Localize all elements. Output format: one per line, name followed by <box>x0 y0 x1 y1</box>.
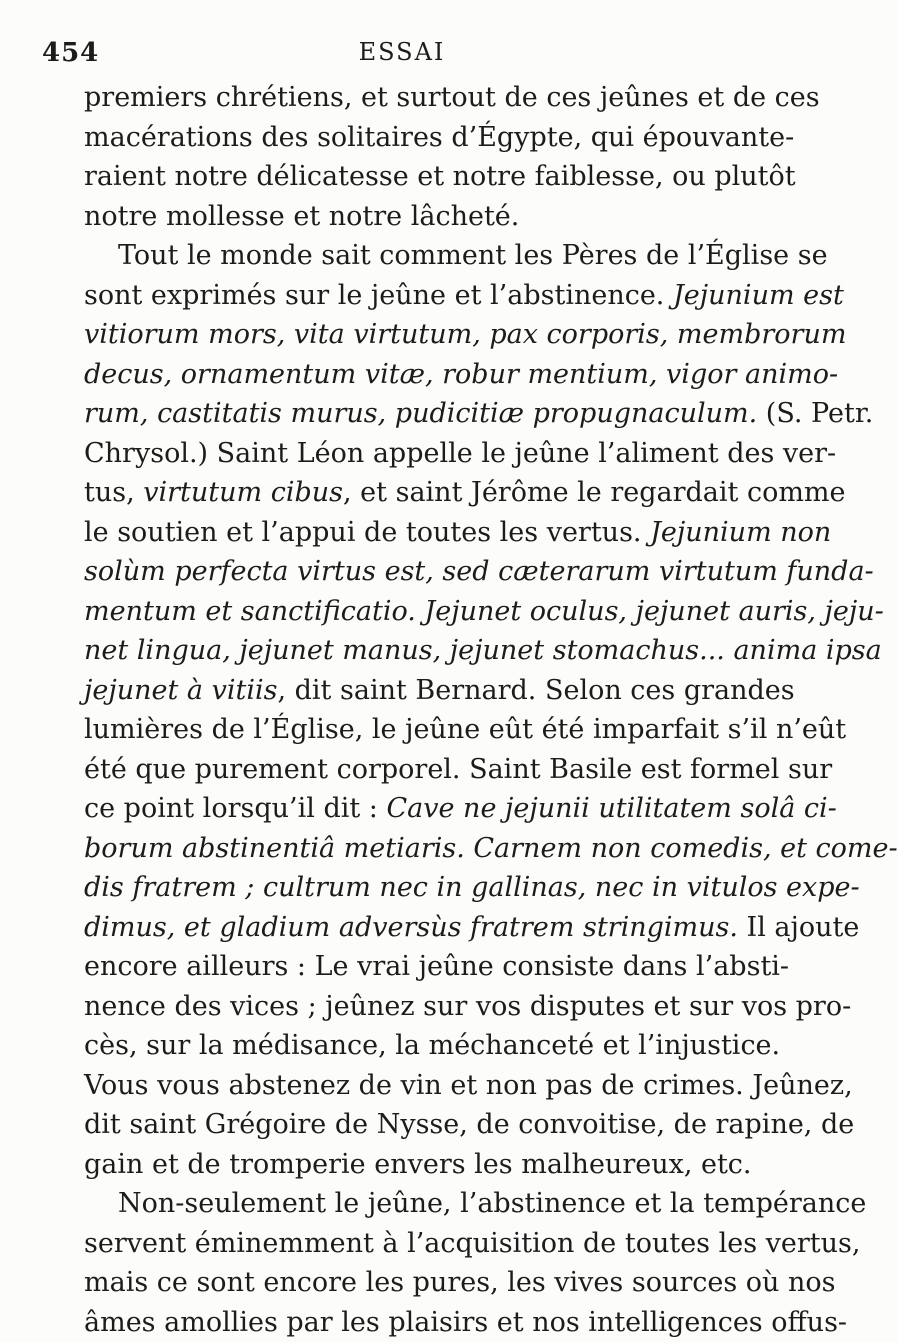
text-line <box>84 276 764 316</box>
text-line <box>84 473 764 513</box>
latin-quote: jejunet à vitiis <box>84 675 277 706</box>
text-line <box>84 157 764 197</box>
text-segment: Tout le monde sait comment les Pères de l’Église se <box>118 240 828 271</box>
latin-quote: solùm perfecta virtus est, sed cæterarum virtutum funda- <box>84 556 874 587</box>
text-line <box>84 394 764 434</box>
text-segment: Non-seulement le jeûne, l’abstinence et la tempérance <box>118 1188 866 1219</box>
text-segment: Chrysol.) Saint Léon appelle le jeûne l’aliment des ver- <box>84 438 836 469</box>
text-segment: , dit saint Bernard. Selon ces grandes <box>277 675 794 706</box>
latin-quote: Jejunium non <box>650 517 831 548</box>
text-segment: été que purement corporel. Saint Basile est formel sur <box>84 754 832 785</box>
text-line <box>84 1263 764 1303</box>
text-segment: notre mollesse et notre lâcheté. <box>84 201 519 232</box>
text-segment: lumières de l’Église, le jeûne eût été imparfait s’il n’eût <box>84 714 846 745</box>
latin-quote: Jejunium est <box>673 280 844 311</box>
latin-quote: vitiorum mors, vita virtutum, pax corporis, membrorum <box>84 319 846 350</box>
latin-quote: borum abstinentiâ metiaris. Carnem non comedis, et come- <box>84 833 898 864</box>
text-segment: servent éminemment à l’acquisition de toutes les vertus, <box>84 1228 861 1259</box>
text-segment: premiers chrétiens, et surtout de ces jeûnes et de ces <box>84 82 820 113</box>
text-segment: dit saint Grégoire de Nysse, de convoitise, de rapine, de <box>84 1109 854 1140</box>
text-segment: (S. Petr. <box>757 398 873 429</box>
latin-quote: net lingua, jejunet manus, jejunet stomachus... anima ipsa <box>84 635 882 666</box>
latin-quote: virtutum cibus <box>143 477 343 508</box>
text-line <box>84 315 764 355</box>
latin-quote: mentum et sanctificatio. Jejunet oculus, jejunet auris, jeju- <box>84 596 884 627</box>
text-line <box>84 908 764 948</box>
text-segment: encore ailleurs : Le vrai jeûne consiste dans l’absti- <box>84 951 789 982</box>
text-line <box>84 987 764 1027</box>
text-segment: sont exprimés sur le jeûne et l’abstinence. <box>84 280 673 311</box>
text-segment: gain et de tromperie envers les malheureux, etc. <box>84 1149 752 1180</box>
latin-quote: rum, castitatis murus, pudicitiæ propugnaculum. <box>84 398 757 429</box>
text-line <box>84 947 764 987</box>
latin-quote: decus, ornamentum vitæ, robur mentium, vigor animo- <box>84 359 838 390</box>
text-segment: mais ce sont encore les pures, les vives sources où nos <box>84 1267 836 1298</box>
text-segment: Vous vous abstenez de vin et non pas de crimes. Jeûnez, <box>84 1070 853 1101</box>
text-segment: ce point lorsqu’il dit : <box>84 793 386 824</box>
text-line <box>84 1303 764 1342</box>
text-segment: le soutien et l’appui de toutes les vertus. <box>84 517 650 548</box>
latin-quote: dimus, et gladium adversùs fratrem stringimus. <box>84 912 738 943</box>
text-line <box>84 197 764 237</box>
text-segment: macérations des solitaires d’Égypte, qui épouvante- <box>84 122 794 153</box>
text-line <box>84 631 764 671</box>
text-line <box>84 552 764 592</box>
latin-quote: dis fratrem ; cultrum nec in gallinas, nec in vitulos expe- <box>84 872 860 903</box>
text-segment: , et saint Jérôme le regardait comme <box>343 477 846 508</box>
text-line <box>84 236 764 276</box>
text-line <box>84 355 764 395</box>
text-line <box>84 710 764 750</box>
text-line <box>84 750 764 790</box>
text-line <box>84 1026 764 1066</box>
text-line <box>84 868 764 908</box>
text-line <box>84 1105 764 1145</box>
text-line <box>84 118 764 158</box>
text-segment: Il ajoute <box>738 912 859 943</box>
text-segment: raient notre délicatesse et notre faiblesse, ou plutôt <box>84 161 796 192</box>
text-line <box>84 1224 764 1264</box>
text-line <box>84 1145 764 1185</box>
text-line <box>84 1184 764 1224</box>
text-segment: âmes amollies par les plaisirs et nos intelligences offus- <box>84 1307 847 1338</box>
running-head: ESSAI <box>42 38 762 66</box>
text-line <box>84 434 764 474</box>
text-line <box>84 789 764 829</box>
text-segment: cès, sur la médisance, la méchanceté et l’injustice. <box>84 1030 780 1061</box>
text-line <box>84 513 764 553</box>
text-line <box>84 1066 764 1106</box>
latin-quote: Cave ne jejunii utilitatem solâ ci- <box>386 793 836 824</box>
text-line <box>84 829 764 869</box>
page-header <box>42 38 762 78</box>
page-number: 454 <box>42 38 99 68</box>
text-line <box>84 78 764 118</box>
text-line <box>84 592 764 632</box>
text-segment: tus, <box>84 477 143 508</box>
body-text <box>84 78 764 1342</box>
text-line <box>84 671 764 711</box>
text-segment: nence des vices ; jeûnez sur vos disputes et sur vos pro- <box>84 991 851 1022</box>
